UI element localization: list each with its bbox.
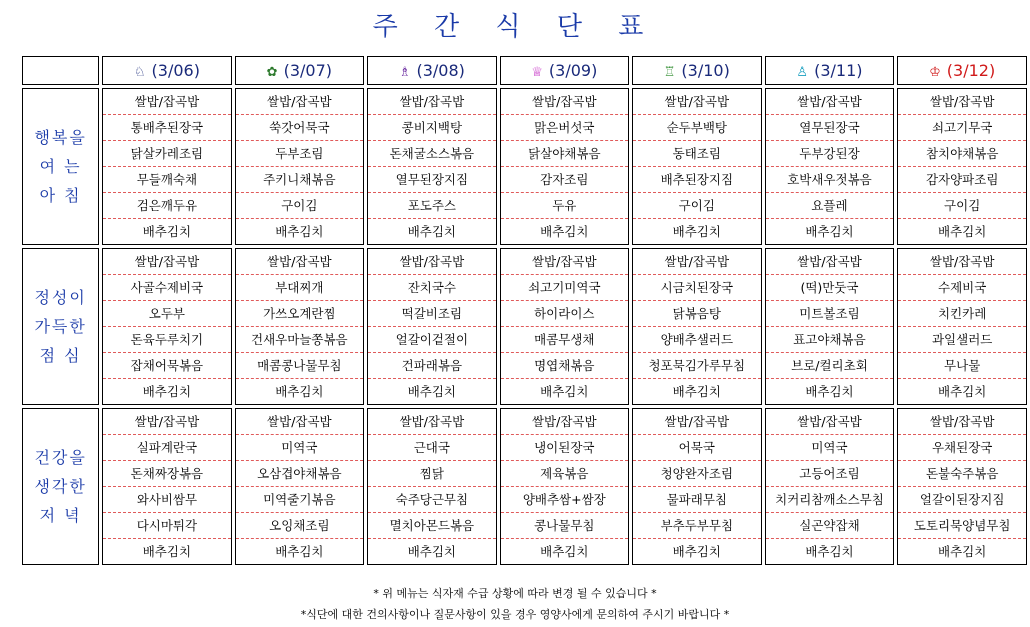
menu-item: 배추김치 (938, 544, 987, 559)
meal-label-line: 아 침 (39, 186, 82, 205)
menu-item: 쌀밥/잡곡밥 (501, 89, 628, 115)
menu-item: 매콤무생채 (501, 327, 628, 353)
menu-item: 쌀밥/잡곡밥 (103, 409, 230, 435)
menu-item: 쌀밥/잡곡밥 (368, 249, 495, 275)
menu-item: 돈육두루치기 (103, 327, 230, 353)
menu-item: 미역국 (766, 435, 894, 461)
menu-item: (떡)만둣국 (766, 275, 894, 301)
day-label: (3/12) (946, 61, 996, 80)
menu-cell (367, 248, 496, 405)
menu-item: 요플레 (766, 193, 894, 219)
menu-item: 배추김치 (275, 224, 324, 239)
meal-label-line: 가득한 (34, 317, 87, 336)
menu-item: 구이김 (236, 193, 364, 219)
menu-cell (897, 248, 1027, 405)
dinner-row (22, 408, 1027, 565)
menu-change-note: * 위 메뉴는 식자재 수급 상황에 따라 변경 될 수 있습니다 * (373, 587, 657, 600)
menu-item: 돈채굴소스볶음 (368, 141, 495, 167)
menu-item: 양배추샐러드 (633, 327, 761, 353)
menu-item: 양배추쌈+쌈장 (501, 487, 628, 513)
menu-item: 배추김치 (672, 384, 721, 399)
menu-item: 오잉채조림 (236, 513, 364, 539)
menu-item: 미역국 (236, 435, 364, 461)
menu-item: 순두부백탕 (633, 115, 761, 141)
menu-item: 잔치국수 (368, 275, 495, 301)
menu-item: 쑥갓어묵국 (236, 115, 364, 141)
menu-item: 도토리묵양념무침 (898, 513, 1026, 539)
menu-item: 맑은버섯국 (501, 115, 628, 141)
menu-item: 무들깨숙채 (103, 167, 230, 193)
menu-item: 두부조림 (236, 141, 364, 167)
menu-cell (102, 88, 231, 245)
lunch-row (22, 248, 1027, 405)
menu-item: 두부강된장 (766, 141, 894, 167)
menu-cell (367, 88, 496, 245)
menu-item: 쌀밥/잡곡밥 (236, 89, 364, 115)
menu-item: 열무된장지짐 (368, 167, 495, 193)
day-icon: ✿ (266, 65, 278, 80)
menu-item: 물파래무침 (633, 487, 761, 513)
menu-item: 배추김치 (805, 224, 854, 239)
menu-item: 근대국 (368, 435, 495, 461)
menu-item: 배추김치 (672, 224, 721, 239)
menu-item: 실파계란국 (103, 435, 230, 461)
inquiry-note: *식단에 대한 건의사항이나 질문사항이 있을 경우 영양사에게 문의하여 주시기 바랍니다 * (300, 608, 730, 621)
day-icon: ♕ (531, 65, 543, 80)
menu-cell (765, 248, 895, 405)
corner-cell (22, 56, 99, 85)
menu-item: 배추김치 (275, 384, 324, 399)
menu-item: 과일샐러드 (898, 327, 1026, 353)
menu-item: 동태조림 (633, 141, 761, 167)
menu-cell (235, 88, 365, 245)
menu-item: 쇠고기무국 (898, 115, 1026, 141)
menu-item: 건새우마늘쫑볶음 (236, 327, 364, 353)
menu-item: 냉이된장국 (501, 435, 628, 461)
menu-cell (765, 88, 895, 245)
menu-item: 명엽채볶음 (501, 353, 628, 379)
menu-item: 쌀밥/잡곡밥 (766, 249, 894, 275)
menu-item: 배추김치 (938, 224, 987, 239)
menu-cell (367, 408, 496, 565)
menu-item: 브로/컬리초회 (766, 353, 894, 379)
menu-item: 표고야채볶음 (766, 327, 894, 353)
menu-item: 배추김치 (142, 224, 192, 239)
menu-item: 쌀밥/잡곡밥 (898, 249, 1026, 275)
menu-cell (102, 248, 231, 405)
menu-cell (632, 248, 762, 405)
menu-item: 찜닭 (368, 461, 495, 487)
day-label: (3/11) (814, 61, 863, 80)
menu-cell (897, 88, 1027, 245)
day-icon: ♘ (133, 65, 146, 80)
menu-item: 배추김치 (540, 224, 589, 239)
menu-item: 배추된장지짐 (633, 167, 761, 193)
menu-item: 두유 (501, 193, 628, 219)
day-label: (3/09) (548, 61, 598, 80)
meal-label-line: 건강을 (34, 448, 87, 467)
menu-item: 와사비쌈무 (103, 487, 230, 513)
menu-item: 검은깨두유 (103, 193, 230, 219)
menu-item: 배추김치 (805, 544, 854, 559)
menu-cell (500, 88, 629, 245)
day-label: (3/07) (283, 61, 332, 80)
menu-item: 배추김치 (142, 544, 192, 559)
menu-item: 배추김치 (142, 384, 192, 399)
menu-item: 미트볼조림 (766, 301, 894, 327)
menu-item: 통배추된장국 (103, 115, 230, 141)
day-label: (3/06) (151, 61, 200, 80)
menu-item: 부추두부무침 (633, 513, 761, 539)
menu-item: 어묵국 (633, 435, 761, 461)
menu-item: 멸치아몬드볶음 (368, 513, 495, 539)
menu-item: 치커리참깨소스무침 (766, 487, 894, 513)
dinner-label-cell (22, 408, 99, 565)
menu-item: 배추김치 (407, 544, 457, 559)
menu-cell (500, 408, 629, 565)
meal-label-line: 점 심 (39, 346, 82, 365)
menu-item: 얼갈이겉절이 (368, 327, 495, 353)
menu-item: 쌀밥/잡곡밥 (103, 249, 230, 275)
menu-cell (765, 408, 895, 565)
day-label: (3/10) (681, 61, 730, 80)
menu-item: 오두부 (103, 301, 230, 327)
meal-label-line: 저 녁 (39, 506, 82, 525)
menu-item: 수제비국 (898, 275, 1026, 301)
menu-item: 쌀밥/잡곡밥 (766, 409, 894, 435)
menu-item: 감자양파조림 (898, 167, 1026, 193)
menu-item: 쌀밥/잡곡밥 (236, 249, 364, 275)
breakfast-row (22, 88, 1027, 245)
menu-cell (102, 408, 231, 565)
menu-item: 쌀밥/잡곡밥 (766, 89, 894, 115)
menu-item: 닭살야채볶음 (501, 141, 628, 167)
menu-item: 콩나물무침 (501, 513, 628, 539)
menu-item: 열무된장국 (766, 115, 894, 141)
menu-item: 청포묵김가루무침 (633, 353, 761, 379)
menu-item: 배추김치 (407, 384, 457, 399)
menu-item: 돈불숙주볶음 (898, 461, 1026, 487)
menu-cell (632, 408, 762, 565)
menu-item: 쌀밥/잡곡밥 (633, 249, 761, 275)
menu-cell (500, 248, 629, 405)
menu-item: 쇠고기미역국 (501, 275, 628, 301)
menu-item: 제육볶음 (501, 461, 628, 487)
menu-item: 돈채짜장볶음 (103, 461, 230, 487)
menu-item: 감자조림 (501, 167, 628, 193)
lunch-label-cell (22, 248, 99, 405)
meal-label-line: 행복을 (34, 128, 87, 147)
menu-item: 쌀밥/잡곡밥 (633, 89, 761, 115)
menu-item: 실곤약잡채 (766, 513, 894, 539)
menu-item: 배추김치 (805, 384, 854, 399)
day-header (765, 56, 895, 85)
day-header-row (22, 56, 1027, 85)
menu-cell (897, 408, 1027, 565)
day-icon: ♖ (663, 65, 676, 80)
menu-cell (235, 408, 365, 565)
menu-item: 고등어조림 (766, 461, 894, 487)
menu-item: 잡채어묵볶음 (103, 353, 230, 379)
menu-item: 쌀밥/잡곡밥 (236, 409, 364, 435)
day-icon: ♙ (796, 65, 809, 80)
menu-item: 구이김 (633, 193, 761, 219)
menu-item: 시금치된장국 (633, 275, 761, 301)
menu-item: 쌀밥/잡곡밥 (103, 89, 230, 115)
meal-label-line: 정성이 (34, 288, 87, 307)
menu-item: 건파래볶음 (368, 353, 495, 379)
menu-item: 배추김치 (938, 384, 987, 399)
menu-item: 떡갈비조림 (368, 301, 495, 327)
menu-item: 부대찌개 (236, 275, 364, 301)
menu-item: 쌀밥/잡곡밥 (898, 89, 1026, 115)
day-header (367, 56, 496, 85)
menu-cell (632, 88, 762, 245)
menu-item: 배추김치 (540, 544, 589, 559)
day-label: (3/08) (416, 61, 465, 80)
day-header (897, 56, 1027, 85)
day-header (500, 56, 629, 85)
day-header (632, 56, 762, 85)
menu-item: 우채된장국 (898, 435, 1026, 461)
menu-item: 주키니채볶음 (236, 167, 364, 193)
menu-item: 치킨카레 (898, 301, 1026, 327)
menu-item: 포도주스 (368, 193, 495, 219)
menu-item: 콩비지백탕 (368, 115, 495, 141)
day-header (235, 56, 365, 85)
day-header (102, 56, 231, 85)
breakfast-label-cell (22, 88, 99, 245)
menu-item: 가쓰오계란찜 (236, 301, 364, 327)
menu-item: 배추김치 (672, 544, 721, 559)
menu-item: 오삼겹야채볶음 (236, 461, 364, 487)
meal-label-line: 생각한 (34, 477, 87, 496)
menu-item: 닭살카레조림 (103, 141, 230, 167)
menu-item: 닭볶음탕 (633, 301, 761, 327)
menu-item: 쌀밥/잡곡밥 (501, 409, 628, 435)
menu-item: 무나물 (898, 353, 1026, 379)
menu-item: 청양완자조림 (633, 461, 761, 487)
page-title: 주 간 식 단 표 (372, 12, 658, 42)
menu-item: 쌀밥/잡곡밥 (898, 409, 1026, 435)
weekly-menu-table (19, 53, 1030, 568)
menu-item: 배추김치 (407, 224, 457, 239)
menu-item: 쌀밥/잡곡밥 (368, 89, 495, 115)
menu-item: 참치야채볶음 (898, 141, 1026, 167)
menu-item: 쌀밥/잡곡밥 (501, 249, 628, 275)
menu-item: 쌀밥/잡곡밥 (633, 409, 761, 435)
menu-item: 배추김치 (275, 544, 324, 559)
menu-item: 쌀밥/잡곡밥 (368, 409, 495, 435)
menu-item: 미역줄기볶음 (236, 487, 364, 513)
menu-cell (235, 248, 365, 405)
menu-item: 매콤콩나물무침 (236, 353, 364, 379)
menu-item: 하이라이스 (501, 301, 628, 327)
menu-item: 얼갈이된장지짐 (898, 487, 1026, 513)
menu-item: 구이김 (898, 193, 1026, 219)
menu-item: 호박새우젓볶음 (766, 167, 894, 193)
menu-item: 숙주당근무침 (368, 487, 495, 513)
menu-item: 배추김치 (540, 384, 589, 399)
meal-label-line: 여 는 (39, 157, 82, 176)
day-icon: ♔ (929, 65, 941, 80)
menu-item: 사골수제비국 (103, 275, 230, 301)
menu-item: 다시마튀각 (103, 513, 230, 539)
day-icon: ♗ (398, 65, 411, 80)
